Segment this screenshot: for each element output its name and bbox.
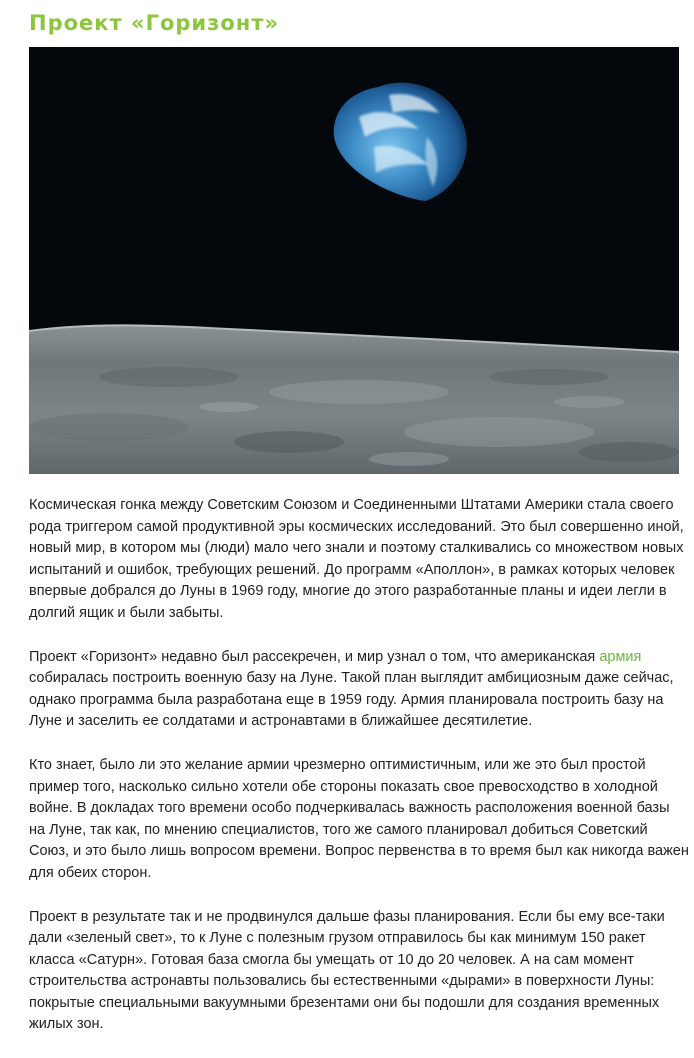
paragraph-2-start: Проект «Горизонт» недавно был рассекречен, и мир узнал о том, что американская [29, 648, 600, 665]
paragraph-4: Проект в результате так и не продвинулся дальше фазы планирования. Если бы ему все-таки дали «зеленый свет», то к Луне с полезным грузом отправилось бы как минимум 150 ракет класса «Сатурн». Готовая база смогла бы умещать от 10 до 20 человек. А на сам момент строительства астронавты пользовались бы естественными «дырами» в поверхности Луны: покрытые специальными вакуумными брезентами они бы подошли для создания временных жилых зон. [29, 908, 665, 1033]
article-title: Проект «Горизонт» [29, 11, 280, 35]
paragraph-2 [29, 647, 689, 733]
paragraph-2-end: собиралась построить военную базу на Луне. Такой план выглядит амбициозным даже сейчас, однако программа была разработана еще в 1959 году. Армия планировала построить базу на Луне и заселить ее солдатами и астронавтами в ближайшее десятилетие. [29, 670, 674, 730]
moon-surface [29, 325, 679, 474]
paragraph-1: Космическая гонка между Советским Союзом и Соединенными Штатами Америки стала своего рода триггером самой продуктивной эры космических исследований. Это был совершенно иной, новый мир, в котором мы (люди) мало чего знали и поэтому сталкивались со множеством новых испытаний и ошибок, требующих решений. До программ «Аполлон», в рамках которых человек впервые добрался до Луны в 1969 году, многие до этого разработанные планы и идеи легли в долгий ящик и были забыты. [29, 497, 684, 621]
army-link[interactable]: армия [599, 648, 642, 665]
earthrise-photo [29, 47, 679, 474]
paragraph-3: Кто знает, было ли это желание армии чрезмерно оптимистичным, или же это был простой пример того, насколько сильно хотели обе стороны показать свое превосходство в холодной войне. В докладах того времени особо подчеркивалась важность расположения военной базы на Луне, так как, по мнению специалистов, того же самого планировал добиться Советский Союз, и это было лишь вопросом времени. Вопрос первенства в то время был как никогда важен для обеих сторон. [29, 756, 689, 881]
article-body [29, 495, 689, 1058]
